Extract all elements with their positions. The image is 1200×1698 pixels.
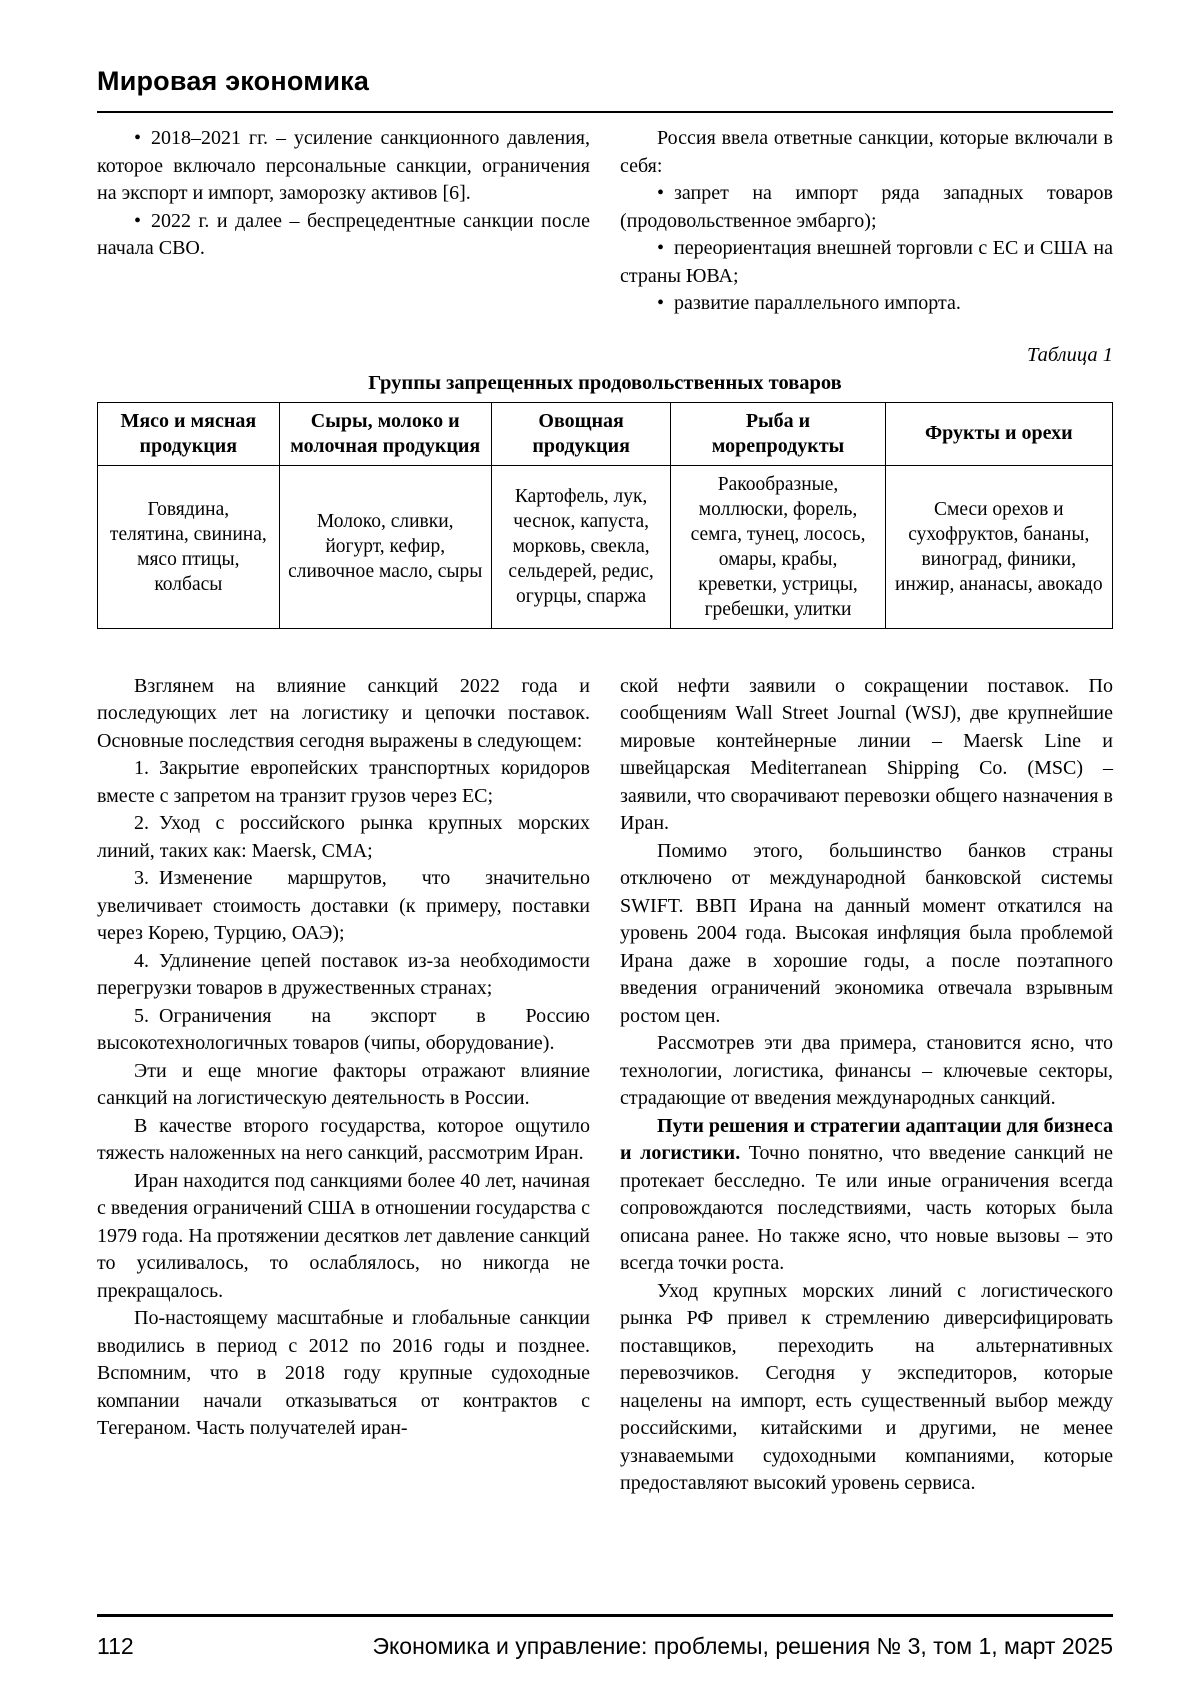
table-header-cell: Овощная продукция	[491, 402, 671, 465]
table-section	[97, 344, 1113, 629]
paragraph: Иран находится под санкциями более 40 лет, начиная с введения ограничений США в отношении государства с 1979 года. На протяжении десятков лет давление санкций то усиливалось, то ослаблялось, но никогда не прекращалось.	[97, 1169, 590, 1302]
table-header-cell: Фрукты и орехи	[885, 402, 1112, 465]
table-header-cell: Мясо и мясная продукция	[98, 402, 280, 465]
table-title: Группы запрещенных продовольственных товаров	[368, 371, 842, 394]
table-cell: Говядина, телятина, свинина, мясо птицы, колбасы	[98, 465, 280, 628]
journal-title: Экономика и управление: проблемы, решения № 3, том 1, март 2025	[372, 1633, 1113, 1659]
text-column-right	[620, 673, 1113, 1498]
footer-row	[97, 1633, 1113, 1660]
paragraph: 2. Уход с российского рынка крупных морских линий, таких как: Maersk, CMA;	[97, 812, 590, 862]
header-rule	[97, 111, 1113, 113]
table-body	[98, 465, 1113, 628]
text-column-left	[97, 673, 590, 1498]
table-header-cell: Сыры, молоко и молочная продукция	[279, 402, 491, 465]
paragraph: 1. Закрытие европейских транспортных коридоров вместе с запретом на транзит грузов через ЕС;	[97, 757, 590, 807]
paragraph: Уход крупных морских линий с логистического рынка РФ привел к стремлению диверсифицировать поставщиков, переходить на альтернативных перевозчиков. Сегодня у экспедиторов, которые нацелены на импорт, есть существенный выбор между российскими, китайскими и другими, не менее узнаваемыми судоходными компаниями, которые предоставляют высокий уровень сервиса.	[620, 1279, 1113, 1494]
paragraph: Рассмотрев эти два примера, становится ясно, что технологии, логистика, финансы – ключевые секторы, страдающие от введения международных санкций.	[620, 1032, 1113, 1109]
paragraph: Взглянем на влияние санкций 2022 года и последующих лет на логистику и цепочки поставок. Основные последствия сегодня выражены в следующем:	[97, 674, 590, 752]
paragraph: • переориентация внешней торговли с ЕС и США на страны ЮВА;	[620, 237, 1113, 287]
paragraph: Помимо этого, большинство банков страны отключено от международной банковской системы SWIFT. ВВП Ирана на данный момент откатился на уровень 2004 года. Высокая инфляция была проблемой Ирана даже в хорошие годы, а после поэтапного введения ограничений экономика отвечала взрывным ростом цен.	[620, 839, 1113, 1027]
footer-rule	[97, 1614, 1113, 1617]
section-heading: Мировая экономика	[97, 66, 370, 96]
text-column-right	[620, 125, 1113, 318]
paragraph: 3. Изменение маршрутов, что значительно увеличивает стоимость доставки (к примеру, поставки через Корею, Турцию, ОАЭ);	[97, 867, 590, 944]
paragraph: • запрет на импорт ряда западных товаров (продовольственное эмбарго);	[620, 182, 1113, 232]
page-number: 112	[97, 1633, 134, 1659]
paragraph: • 2022 г. и далее – беспрецедентные санкции после начала СВО.	[97, 209, 590, 259]
table-cell: Молоко, сливки, йогурт, кефир, сливочное масло, сыры	[279, 465, 491, 628]
paragraph: Пути решения и стратегии адаптации для бизнеса и логистики. Точно понятно, что введение санкций не протекает бесследно. Те или иные ограничения всегда сопровождаются последствиями, часть которых была описана ранее. Но также ясно, что новые вызовы – это всегда точки роста.	[620, 1114, 1113, 1274]
paragraph: • развитие параллельного импорта.	[657, 292, 961, 314]
table-cell: Смеси орехов и сухофруктов, бананы, виноград, финики, инжир, ананасы, авокадо	[885, 465, 1112, 628]
paragraph: По-настоящему масштабные и глобальные санкции вводились в период с 2012 по 2016 годы и позднее. Вспомним, что в 2018 году крупные судоходные компании начали отказываться от контрактов с Тегераном. Часть получателей иран-	[97, 1307, 590, 1439]
paragraph: В качестве второго государства, которое ощутило тяжесть наложенных на него санкций, рассмотрим Иран.	[97, 1114, 590, 1164]
table-row	[98, 465, 1113, 628]
table-cell: Ракообразные, моллюски, форель, семга, тунец, лосось, омары, крабы, креветки, устрицы, гребешки, улитки	[671, 465, 885, 628]
table-header-row	[98, 402, 1113, 465]
paragraph-bold-lead: Пути решения и стратегии адаптации для бизнеса и логистики.	[620, 1114, 1113, 1164]
paragraph: 4. Удлинение цепей поставок из-за необходимости перегрузки товаров в дружественных странах;	[97, 949, 590, 999]
paragraph: Россия ввела ответные санкции, которые включали в себя:	[620, 127, 1113, 177]
table-cell: Картофель, лук, чеснок, капуста, морковь, свекла, сельдерей, редис, огурцы, спаржа	[491, 465, 671, 628]
top-text-columns	[97, 125, 1113, 318]
banned-goods-table	[97, 402, 1113, 629]
table-header-cell: Рыба и морепродукты	[671, 402, 885, 465]
table-label: Таблица 1	[1026, 343, 1113, 366]
paragraph: Эти и еще многие факторы отражают влияние санкций на логистическую деятельность в России.	[97, 1059, 590, 1109]
paragraph: • 2018–2021 гг. – усиление санкционного давления, которое включало персональные санкции, ограничения на экспорт и импорт, заморозку активов [6].	[97, 127, 590, 204]
paragraph: 5. Ограничения на экспорт в Россию высокотехнологичных товаров (чипы, оборудование).	[97, 1004, 590, 1054]
main-text-columns	[97, 673, 1113, 1498]
page-footer	[97, 1614, 1113, 1660]
text-column-left	[97, 125, 590, 318]
paragraph: ской нефти заявили о сокращении поставок. По сообщениям Wall Street Journal (WSJ), две крупнейшие мировые контейнерные линии – Maersk Line и швейцарская Mediterranean Shipping Co. (MSC) – заявили, что сворачивают перевозки общего назначения в Иран.	[620, 674, 1113, 834]
